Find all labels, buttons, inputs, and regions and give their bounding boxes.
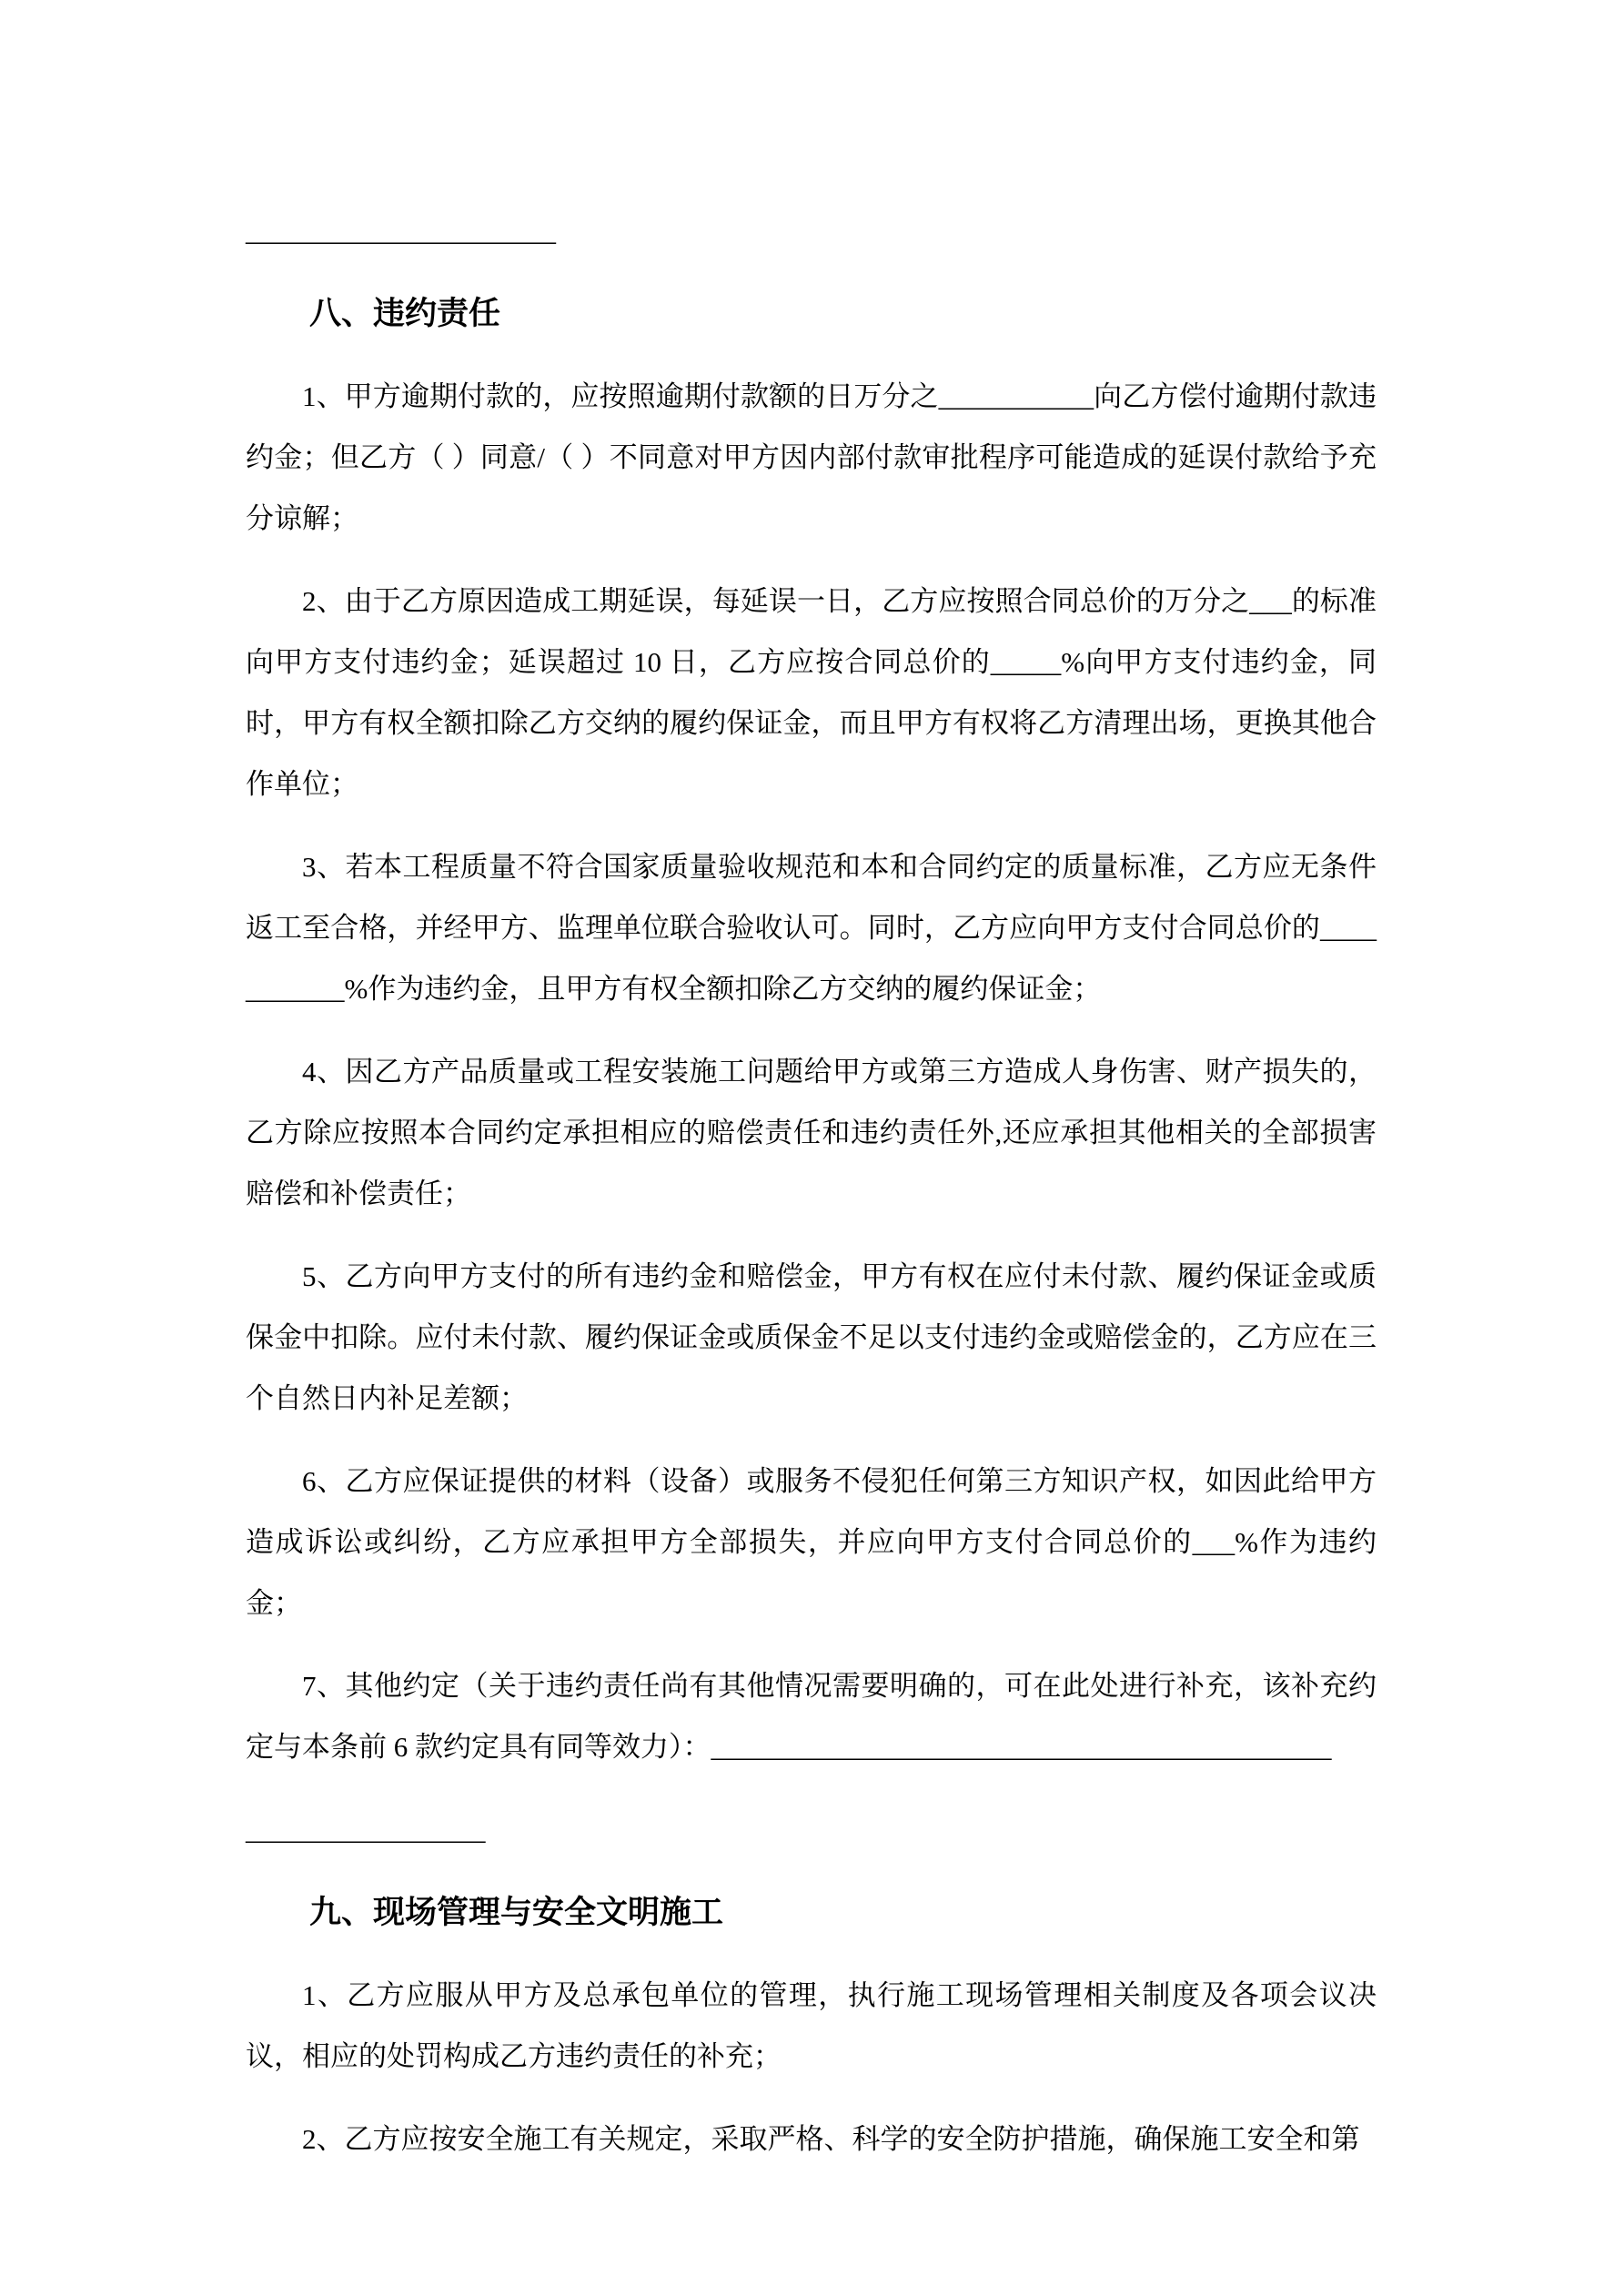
document-body — [246, 200, 1377, 2170]
blank-underline: ______________________ — [246, 215, 556, 247]
contract-clause: 5、乙方向甲方支付的所有违约金和赔偿金，甲方有权在应付未付款、履约保证金或质保金中扣除。应付未付款、履约保证金或质保金不足以支付违约金或赔偿金的，乙方应在三个自然日内补足差额； — [246, 1260, 1377, 1414]
contract-clause: 1、乙方应服从甲方及总承包单位的管理，执行施工现场管理相关制度及各项会议决议，相应的处罚构成乙方违约责任的补充； — [246, 1979, 1377, 2072]
section-heading: 八、违约责任 — [309, 296, 501, 331]
contract-clause: 1、甲方逾期付款的，应按照逾期付款额的日万分之___________向乙方偿付逾期付款违约金；但乙方（ ）同意/（ ）不同意对甲方因内部付款审批程序可能造成的延误付款给予充分谅解； — [246, 380, 1377, 534]
contract-clause: 2、由于乙方原因造成工期延误，每延误一日，乙方应按照合同总价的万分之___的标准向甲方支付违约金；延误超过 10 日，乙方应按合同总价的_____%向甲方支付违约金，同时，甲方有权全额扣除乙方交纳的履约保证金，而且甲方有权将乙方清理出场，更换其他合作单位； — [246, 585, 1377, 800]
contract-clause: 7、其他约定（关于违约责任尚有其他情况需要明确的，可在此处进行补充，该补充约定与本条前 6 款约定具有同等效力）：____________________________________________ — [246, 1670, 1377, 1763]
contract-clause: 2、乙方应按安全施工有关规定，采取严格、科学的安全防护措施，确保施工安全和第 — [302, 2123, 1360, 2155]
contract-clause: 6、乙方应保证提供的材料（设备）或服务不侵犯任何第三方知识产权，如因此给甲方造成诉讼或纠纷，乙方应承担甲方全部损失，并应向甲方支付合同总价的___%作为违约金； — [246, 1465, 1377, 1619]
contract-clause: 3、若本工程质量不符合国家质量验收规范和本和合同约定的质量标准，乙方应无条件返工至合格，并经甲方、监理单位联合验收认可。同时，乙方应向甲方支付合同总价的___________%作为违约金，且甲方有权全额扣除乙方交纳的履约保证金； — [246, 851, 1377, 1005]
contract-clause: 4、因乙方产品质量或工程安装施工问题给甲方或第三方造成人身伤害、财产损失的，乙方除应按照本合同约定承担相应的赔偿责任和违约责任外,还应承担其他相关的全部损害赔偿和补偿责任； — [246, 1056, 1377, 1209]
section-heading: 九、现场管理与安全文明施工 — [309, 1895, 724, 1930]
blank-underline: _________________ — [246, 1814, 486, 1846]
